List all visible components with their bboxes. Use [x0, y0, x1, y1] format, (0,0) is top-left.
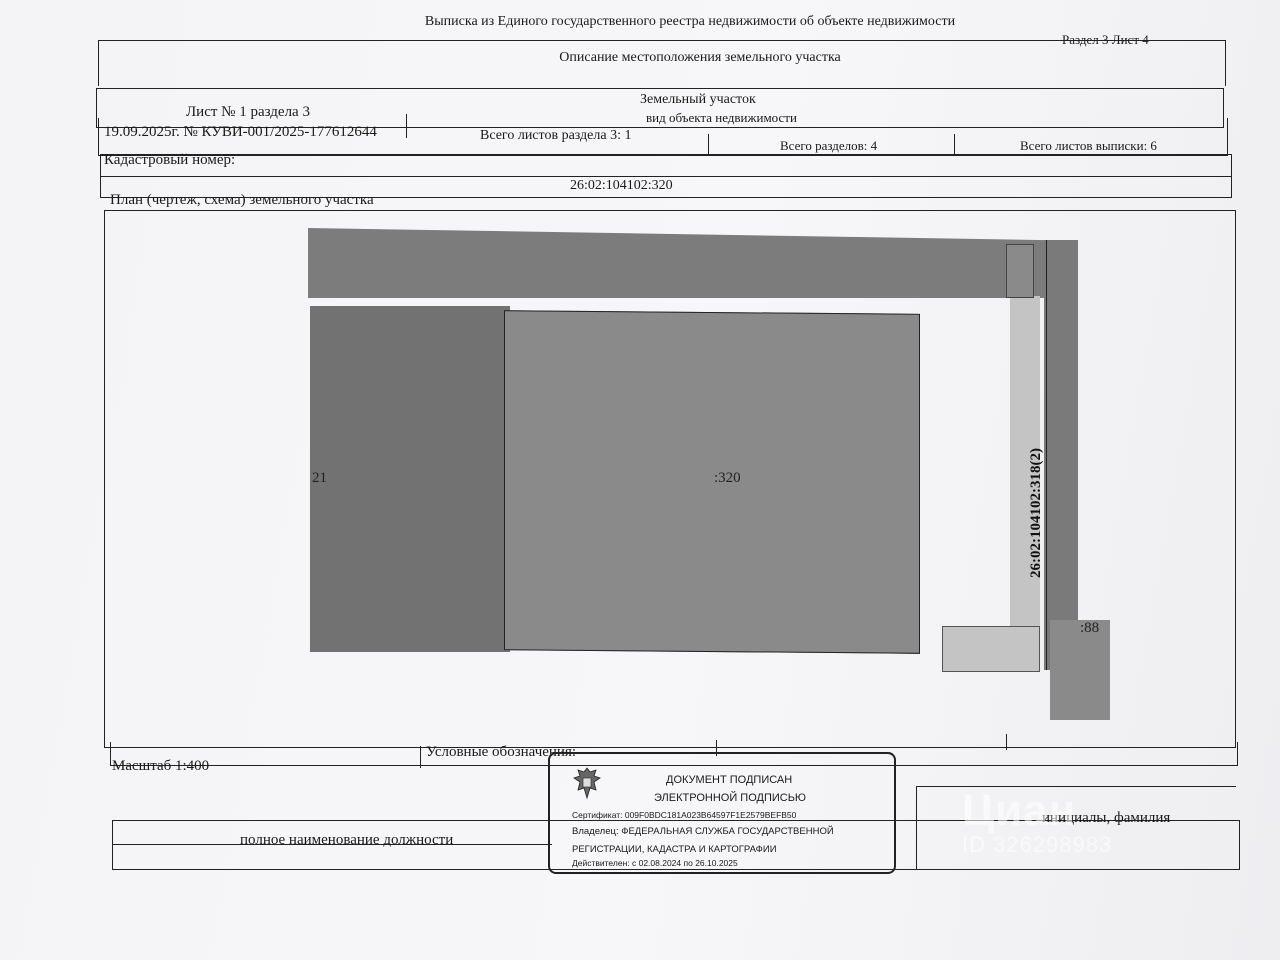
- document-title: Выписка из Единого государственного реестра недвижимости об объекте недвижимости: [424, 14, 956, 29]
- top-frame: [98, 40, 1226, 86]
- double-headed-eagle-icon: [570, 764, 604, 804]
- object-type: Земельный участок: [640, 92, 756, 107]
- cian-watermark: [962, 786, 1112, 858]
- stamp-valid: Действителен: с 02.08.2024 по 26.10.2025: [572, 858, 738, 868]
- stamp-certificate: Сертификат: 009F0BDC181A023B64597F1E2579BEFB50: [572, 810, 797, 820]
- stamp-owner-1: Владелец: ФЕДЕРАЛЬНАЯ СЛУЖБА ГОСУДАРСТВЕННОЙ: [572, 826, 834, 837]
- left-neighbor-parcel: [310, 306, 510, 652]
- sheet-row-divider-1: [406, 114, 407, 138]
- object-type-caption: вид объекта недвижимости: [646, 110, 797, 125]
- right-vertical-label: 26:02:104102:318(2): [1028, 448, 1044, 578]
- section-sheet-label: Раздел 3 Лист 4: [1062, 32, 1149, 47]
- footer-divider-3: [1006, 734, 1007, 750]
- cadastral-label: Кадастровый номер:: [104, 152, 236, 168]
- far-right-strip: [1044, 240, 1078, 670]
- document-subtitle: Описание местоположения земельного участка: [559, 50, 841, 65]
- stamp-line2: ЭЛЕКТРОННОЙ ПОДПИСЬЮ: [654, 792, 807, 804]
- sheet-row-divider-2: [708, 134, 709, 156]
- total-sheets-extract: Всего листов выписки: 6: [1020, 138, 1157, 153]
- scale-label: Масштаб 1:400: [112, 758, 210, 774]
- plan-title: План (чертеж, схема) земельного участка: [110, 192, 374, 208]
- watermark-id: ID 326298983: [962, 832, 1113, 857]
- sheet-label: Лист № 1 раздела 3: [186, 104, 310, 120]
- right-parcel-horizontal: [942, 626, 1040, 672]
- e-signature-stamp: [548, 752, 896, 874]
- boundary-line: [1046, 240, 1047, 670]
- cadastral-number: 26:02:104102:320: [570, 178, 673, 193]
- left-parcel-label: 21: [312, 470, 327, 486]
- total-sheets-section: Всего листов раздела 3: 1: [480, 128, 632, 143]
- far-right-label: :88: [1080, 620, 1100, 636]
- footer-divider-1: [420, 746, 421, 768]
- right-parcel-top: [1006, 244, 1034, 298]
- watermark-logo: Циан: [962, 786, 1077, 835]
- legend-label: Условные обозначения:: [426, 744, 577, 760]
- position-caption: полное наименование должности: [240, 832, 454, 848]
- total-sections: Всего разделов: 4: [780, 138, 878, 153]
- main-parcel: [504, 310, 920, 654]
- stamp-line1: ДОКУМЕНТ ПОДПИСАН: [666, 774, 793, 786]
- sheet-row-divider-3: [954, 134, 955, 156]
- signature-caption: инициалы, фамилия: [1042, 810, 1171, 826]
- main-parcel-label: :320: [714, 470, 741, 486]
- stamp-owner-2: РЕГИСТРАЦИИ, КАДАСТРА И КАРТОГРАФИИ: [572, 844, 777, 855]
- cadastral-row-line: [100, 176, 1232, 177]
- date-number: 19.09.2025г. № КУВИ-001/2025-177612644: [104, 124, 377, 140]
